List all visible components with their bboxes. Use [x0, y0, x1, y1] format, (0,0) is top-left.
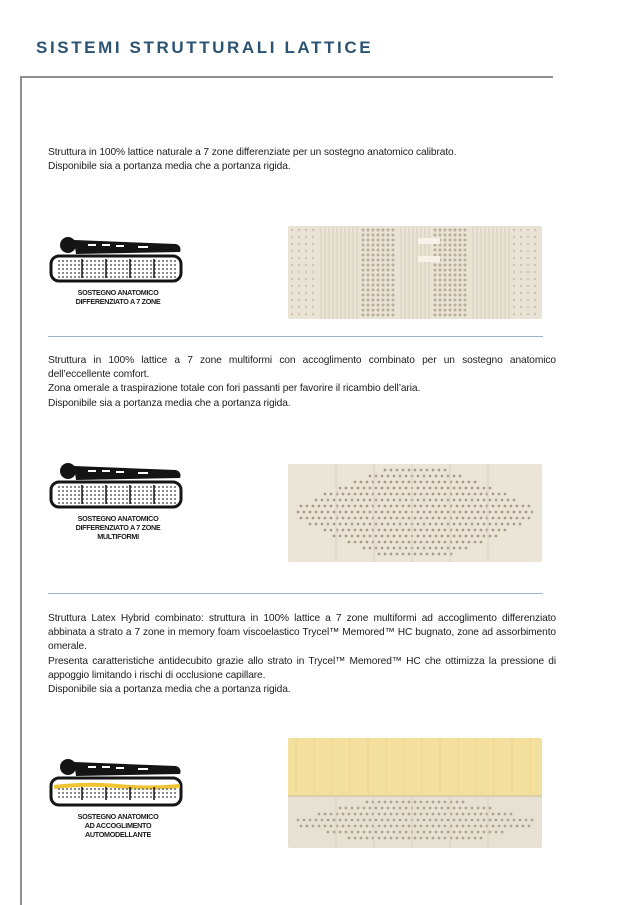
section-divider-2 [48, 593, 543, 594]
section-3-description [48, 612, 556, 697]
section-2-icon-block [46, 460, 190, 541]
caption-line: SOSTEGNO ANATOMICO [77, 812, 159, 821]
section-2-description [48, 354, 556, 411]
section-1-description [48, 146, 556, 174]
section-3-paragraph-2: Presenta caratteristiche antidecubito grazie allo strato in Trycel™ Memored™ HC che ottimizza la pressione di appoggio limitando i rischi di occlusione capillare. [48, 655, 556, 681]
latex-hybrid-photo [288, 738, 542, 848]
caption-line: AUTOMODELLANTE [85, 830, 151, 839]
section-3-paragraph-1: Struttura Latex Hybrid combinato: struttura in 100% lattice a 7 zone multiformi ad accoglimento differenziato abbinata a strato a 7 zone in memory foam viscoelastico Trycel™ Memored™ HC bugnato, zone ad assorbimento omerale. [48, 613, 556, 653]
section-2-icon-caption [46, 514, 190, 541]
section-1-paragraph-2: Disponibile sia a portanza media che a portanza rigida. [48, 161, 291, 173]
mattress-memory-foam-icon [48, 756, 186, 808]
caption-line: SOSTEGNO ANATOMICO [77, 514, 159, 523]
caption-line: MULTIFORMI [97, 532, 139, 541]
frame-top-border [20, 76, 553, 78]
section-2-paragraph-3: Disponibile sia a portanza media che a portanza rigida. [48, 397, 291, 409]
caption-line: SOSTEGNO ANATOMICO [77, 288, 159, 297]
page-title: SISTEMI STRUTTURALI LATTICE [36, 38, 374, 57]
section-3-paragraph-3: Disponibile sia a portanza media che a portanza rigida. [48, 684, 291, 696]
section-1-icon-caption [46, 288, 190, 306]
section-3-icon-block [46, 756, 190, 839]
mattress-multiform-icon [48, 460, 186, 510]
section-3-icon-caption [46, 812, 190, 839]
caption-line: AD ACCOGLIMENTO [84, 821, 152, 830]
latex-7-zones-photo [288, 226, 542, 319]
section-1-icon-block [46, 234, 190, 306]
frame-left-border [20, 76, 22, 905]
latex-multiform-photo [288, 464, 542, 562]
mattress-zones-icon [48, 234, 186, 284]
caption-line: DIFFERENZIATO A 7 ZONE [75, 297, 161, 306]
caption-line: DIFFERENZIATO A 7 ZONE [75, 523, 161, 532]
section-2-paragraph-1: Struttura in 100% lattice a 7 zone multiformi con accoglimento combinato per un sostegno anatomico dell’eccellente comfort. [48, 355, 556, 381]
section-2-paragraph-2: Zona omerale a traspirazione totale con fori passanti per favorire il ricambio dell’aria. [48, 383, 421, 395]
section-1-paragraph-1: Struttura in 100% lattice naturale a 7 zone differenziate per un sostegno anatomico calibrato. [48, 147, 457, 158]
section-divider-1 [48, 336, 543, 337]
